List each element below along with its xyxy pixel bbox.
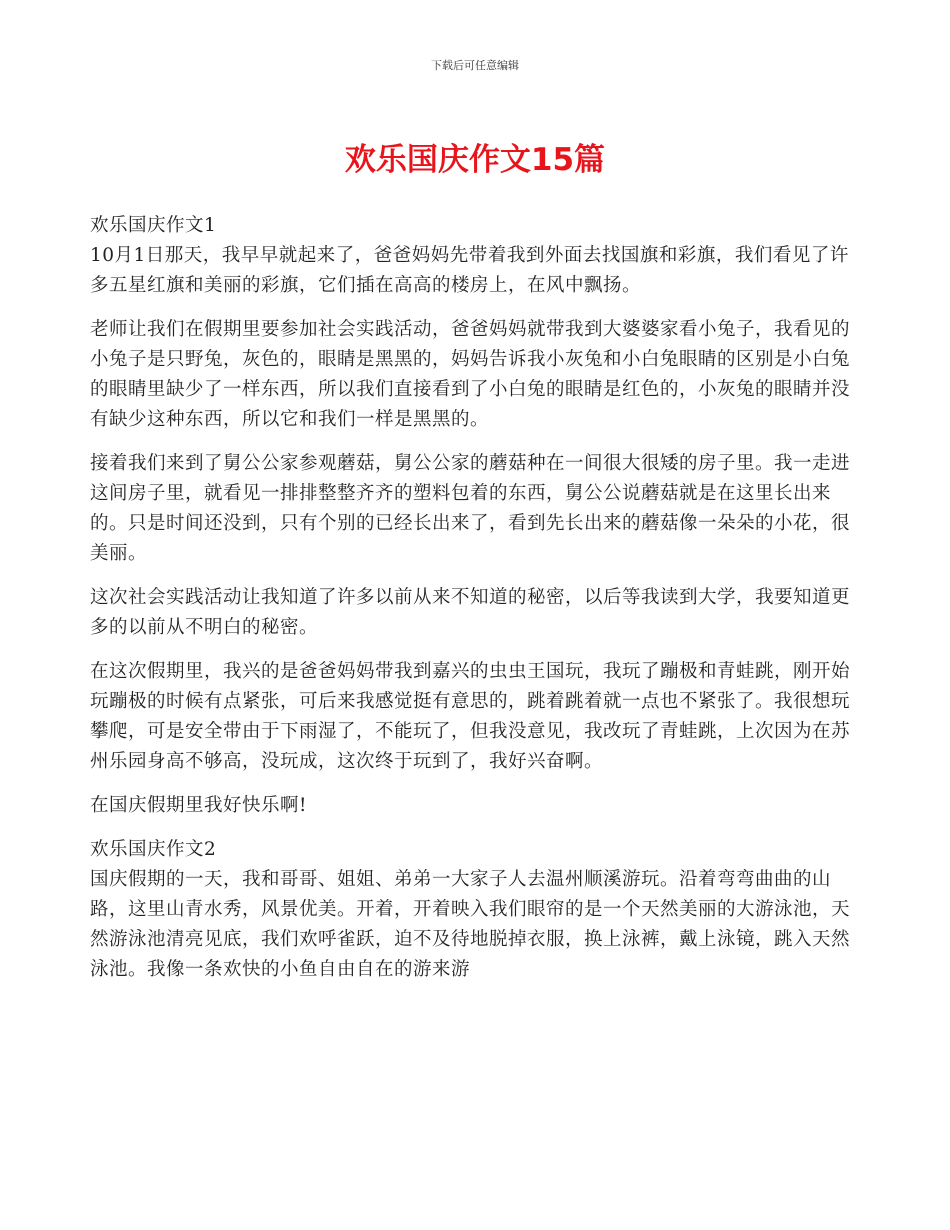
paragraph: 在这次假期里，我兴的是爸爸妈妈带我到嘉兴的虫虫王国玩，我玩了蹦极和青蛙跳，刚开始玩蹦极的时候有点紧张，可后来我感觉挺有意思的，跳着跳着就一点也不紧张了。我很想玩攀爬，可是安全带由于下雨湿了，不能玩了，但我没意见，我改玩了青蛙跳，上次因为在苏州乐园身高不够高，没玩成，这次终于玩到了，我好兴奋啊。 xyxy=(90,661,851,772)
essay-heading: 欢乐国庆作文2 xyxy=(90,839,217,860)
paragraph: 接着我们来到了舅公公家参观蘑菇，舅公公家的蘑菇种在一间很大很矮的房子里。我一走进这间房子里，就看见一排排整整齐齐的塑料包着的东西，舅公公说蘑菇就是在这里长出来的。只是时间还没到，只有个别的已经长出来了，看到先长出来的蘑菇像一朵朵的小花，很美丽。 xyxy=(90,453,851,564)
paragraph: 国庆假期的一天，我和哥哥、姐姐、弟弟一大家子人去温州顺溪游玩。沿着弯弯曲曲的山路，这里山青水秀，风景优美。开着，开着映入我们眼帘的是一个天然美丽的大游泳池，天然游泳池清亮见底，我们欢呼雀跃，迫不及待地脱掉衣服，换上泳裤，戴上泳镜，跳入天然泳池。我像一条欢快的小鱼自由自在的游来游 xyxy=(90,869,851,980)
essay-2 xyxy=(90,835,866,985)
document-body xyxy=(90,211,866,985)
essay-heading: 欢乐国庆作文1 xyxy=(90,215,217,236)
paragraph: 老师让我们在假期里要参加社会实践活动，爸爸妈妈就带我到大婆婆家看小兔子，我看见的小兔子是只野兔，灰色的，眼睛是黑黑的，妈妈告诉我小灰兔和小白兔眼睛的区别是小白兔的眼睛里缺少了一样东西，所以我们直接看到了小白兔的眼睛是红色的，小灰兔的眼睛并没有缺少这种东西，所以它和我们一样是黑黑的。 xyxy=(90,319,851,430)
paragraph: 在国庆假期里我好快乐啊! xyxy=(90,795,307,816)
document-title: 欢乐国庆作文15篇 xyxy=(344,142,606,178)
essay-1 xyxy=(90,211,866,821)
paragraph: 这次社会实践活动让我知道了许多以前从来不知道的秘密，以后等我读到大学，我要知道更多的以前从不明白的秘密。 xyxy=(90,587,851,638)
paragraph: 10月1日那天，我早早就起来了，爸爸妈妈先带着我到外面去找国旗和彩旗，我们看见了许多五星红旗和美丽的彩旗，它们插在高高的楼房上，在风中飘扬。 xyxy=(90,245,849,296)
header-note: 下载后可任意编辑 xyxy=(431,59,519,72)
